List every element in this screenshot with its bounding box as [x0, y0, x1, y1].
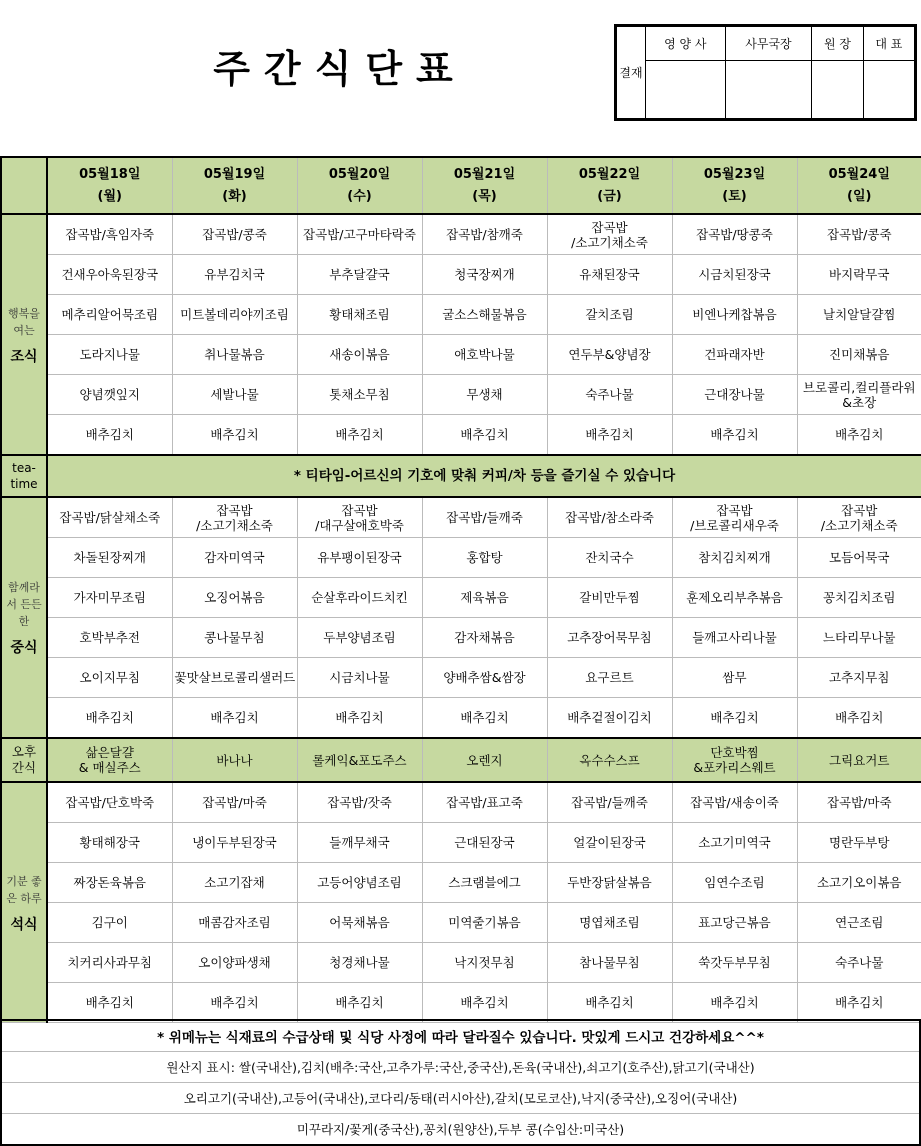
menu-item: 시금치나물	[297, 658, 422, 698]
day-weekday: (월)	[97, 188, 122, 204]
menu-item: 홍합탕	[422, 538, 547, 578]
menu-item: 미역줄기볶음	[422, 903, 547, 943]
day-date: 05월21일	[453, 166, 516, 182]
menu-item: 두부양념조림	[297, 618, 422, 658]
day-weekday: (화)	[222, 188, 247, 204]
menu-item: 호박부추전	[47, 618, 172, 658]
menu-item: 잡곡밥 /소고기채소죽	[172, 497, 297, 538]
menu-item: 무생채	[422, 375, 547, 415]
menu-item: 유부팽이된장국	[297, 538, 422, 578]
menu-item: 잡곡밥/들깨죽	[547, 782, 672, 823]
menu-item: 배추김치	[797, 415, 921, 456]
day-weekday: (일)	[847, 188, 872, 204]
menu-row	[1, 538, 921, 578]
menu-row	[1, 618, 921, 658]
menu-row	[1, 295, 921, 335]
menu-item: 배추김치	[47, 698, 172, 739]
menu-row	[1, 903, 921, 943]
menu-item: 잔치국수	[547, 538, 672, 578]
lunch-slogan: 함께라서 든든한	[6, 581, 42, 628]
menu-item: 감자미역국	[172, 538, 297, 578]
menu-item: 매콤감자조림	[172, 903, 297, 943]
menu-item: 차돌된장찌개	[47, 538, 172, 578]
day-header	[297, 157, 422, 214]
menu-item: 잡곡밥/고구마타락죽	[297, 214, 422, 255]
origin-line: 오리고기(국내산),고등어(국내산),코다리/동태(러시아산),갈치(모로코산),낙지(중국산),오징어(국내산)	[1, 1083, 920, 1114]
menu-item: 잡곡밥 /소고기채소죽	[547, 214, 672, 255]
menu-item: 잡곡밥/마죽	[172, 782, 297, 823]
menu-item: 양념깻잎지	[47, 375, 172, 415]
menu-item: 배추김치	[422, 415, 547, 456]
menu-row	[1, 698, 921, 739]
approval-box	[614, 24, 917, 121]
menu-item: 미트볼데리야끼조림	[172, 295, 297, 335]
teatime-label: tea-time	[1, 455, 47, 497]
menu-item: 잡곡밥/단호박죽	[47, 782, 172, 823]
menu-item: 쑥갓두부무침	[672, 943, 797, 983]
day-date: 05월19일	[203, 166, 266, 182]
menu-row	[1, 983, 921, 1023]
menu-item: 브로콜리,컬리플라워 &초장	[797, 375, 921, 415]
menu-item: 고추장어묵무침	[547, 618, 672, 658]
menu-item: 잡곡밥/잣죽	[297, 782, 422, 823]
snack-item: 옥수수스프	[547, 738, 672, 782]
menu-item: 청경채나물	[297, 943, 422, 983]
menu-item: 진미채볶음	[797, 335, 921, 375]
snack-item: 그릭요거트	[797, 738, 921, 782]
menu-item: 황태해장국	[47, 823, 172, 863]
day-weekday: (토)	[722, 188, 747, 204]
menu-item: 비엔나케찹볶음	[672, 295, 797, 335]
origin-line: 원산지 표시: 쌀(국내산),김치(배추:국산,고추가루:국산,중국산),돈육(국내산),쇠고기(호주산),닭고기(국내산)	[1, 1052, 920, 1083]
approval-sign-cell	[725, 61, 812, 119]
menu-item: 유채된장국	[547, 255, 672, 295]
menu-row	[1, 415, 921, 456]
menu-item: 청국장찌개	[422, 255, 547, 295]
day-header	[172, 157, 297, 214]
menu-item: 건파래자반	[672, 335, 797, 375]
dinner-slogan: 기분 좋은 하루	[6, 874, 42, 905]
menu-item: 소고기잡채	[172, 863, 297, 903]
snack-label: 오후 간식	[1, 738, 47, 782]
weekly-menu-table	[0, 156, 921, 1023]
menu-item: 세발나물	[172, 375, 297, 415]
menu-item: 배추김치	[172, 698, 297, 739]
menu-item: 잡곡밥/표고죽	[422, 782, 547, 823]
menu-item: 애호박나물	[422, 335, 547, 375]
menu-item: 두반장닭살볶음	[547, 863, 672, 903]
menu-item: 잡곡밥/땅콩죽	[672, 214, 797, 255]
footer-notice: * 위메뉴는 식재료의 수급상태 및 식당 사정에 따라 달라질수 있습니다. 맛있게 드시고 건강하세요^^*	[1, 1020, 920, 1052]
menu-row	[1, 497, 921, 538]
menu-item: 치커리사과무침	[47, 943, 172, 983]
breakfast-meal-name: 조식	[10, 348, 38, 365]
menu-item: 유부김치국	[172, 255, 297, 295]
day-weekday: (수)	[347, 188, 372, 204]
menu-item: 근대된장국	[422, 823, 547, 863]
menu-item: 새송이볶음	[297, 335, 422, 375]
menu-item: 배추김치	[672, 983, 797, 1023]
menu-item: 배추김치	[422, 698, 547, 739]
menu-item: 숙주나물	[547, 375, 672, 415]
menu-item: 숙주나물	[797, 943, 921, 983]
teatime-notice: * 티타임-어르신의 기호에 맞춰 커피/차 등을 즐기실 수 있습니다	[47, 455, 921, 497]
approval-role-director: 원 장	[812, 27, 863, 61]
menu-row	[1, 782, 921, 823]
menu-item: 부추달걀국	[297, 255, 422, 295]
menu-item: 제육볶음	[422, 578, 547, 618]
menu-item: 오이지무침	[47, 658, 172, 698]
day-header	[797, 157, 921, 214]
menu-item: 배추김치	[47, 415, 172, 456]
menu-row	[1, 823, 921, 863]
menu-item: 양배추쌈&쌈장	[422, 658, 547, 698]
menu-item: 스크램블에그	[422, 863, 547, 903]
menu-item: 냉이두부된장국	[172, 823, 297, 863]
menu-item: 잡곡밥/참소라죽	[547, 497, 672, 538]
page-title: 주간식단표	[213, 47, 467, 91]
menu-item: 연두부&양념장	[547, 335, 672, 375]
approval-sign-cell	[646, 61, 726, 119]
menu-item: 잡곡밥/콩죽	[172, 214, 297, 255]
snack-row	[1, 738, 921, 782]
menu-row	[1, 863, 921, 903]
menu-item: 도라지나물	[47, 335, 172, 375]
menu-item: 바지락무국	[797, 255, 921, 295]
menu-item: 갈비만두찜	[547, 578, 672, 618]
menu-item: 감자채볶음	[422, 618, 547, 658]
menu-item: 잡곡밥 /브로콜리새우죽	[672, 497, 797, 538]
breakfast-label	[1, 214, 47, 455]
approval-sign-cell	[863, 61, 914, 119]
menu-item: 잡곡밥/새송이죽	[672, 782, 797, 823]
day-date: 05월22일	[578, 166, 641, 182]
origin-line: 미꾸라지/꽃게(중국산),꽁치(원양산),두부 콩(수입산:미국산)	[1, 1114, 920, 1146]
menu-item: 배추겉절이김치	[547, 698, 672, 739]
menu-item: 배추김치	[797, 698, 921, 739]
dinner-meal-name: 석식	[10, 916, 38, 933]
menu-item: 배추김치	[672, 698, 797, 739]
menu-item: 잡곡밥/참깨죽	[422, 214, 547, 255]
menu-item: 잡곡밥/닭살채소죽	[47, 497, 172, 538]
menu-item: 굴소스해물볶음	[422, 295, 547, 335]
snack-item: 단호박찜 &포카리스웨트	[672, 738, 797, 782]
menu-item: 배추김치	[547, 983, 672, 1023]
menu-item: 배추김치	[297, 415, 422, 456]
dinner-label	[1, 782, 47, 1023]
date-header-row	[1, 157, 921, 214]
menu-row	[1, 255, 921, 295]
menu-item: 오징어볶음	[172, 578, 297, 618]
menu-item: 잡곡밥/흑임자죽	[47, 214, 172, 255]
menu-item: 오이양파생채	[172, 943, 297, 983]
menu-item: 메추리알어묵조림	[47, 295, 172, 335]
menu-item: 쌈무	[672, 658, 797, 698]
lunch-section	[1, 497, 921, 738]
menu-item: 얼갈이된장국	[547, 823, 672, 863]
menu-item: 김구이	[47, 903, 172, 943]
approval-label: 결재	[617, 27, 646, 119]
menu-item: 표고당근볶음	[672, 903, 797, 943]
lunch-meal-name: 중식	[10, 640, 38, 656]
menu-item: 연근조림	[797, 903, 921, 943]
menu-item: 가자미무조림	[47, 578, 172, 618]
menu-item: 꽁치김치조림	[797, 578, 921, 618]
corner-cell	[1, 157, 47, 214]
day-header	[672, 157, 797, 214]
menu-item: 들깨고사리나물	[672, 618, 797, 658]
menu-item: 날치알달걀찜	[797, 295, 921, 335]
menu-item: 배추김치	[297, 698, 422, 739]
snack-item: 롤케익&포도주스	[297, 738, 422, 782]
day-weekday: (목)	[472, 188, 497, 204]
menu-item: 참나물무침	[547, 943, 672, 983]
menu-item: 잡곡밥 /소고기채소죽	[797, 497, 921, 538]
menu-item: 취나물볶음	[172, 335, 297, 375]
breakfast-slogan: 행복을 여는	[8, 306, 40, 337]
menu-item: 갈치조림	[547, 295, 672, 335]
lunch-label	[1, 497, 47, 738]
menu-item: 느타리무나물	[797, 618, 921, 658]
menu-item: 명엽채조림	[547, 903, 672, 943]
menu-item: 꽃맛살브로콜리샐러드	[172, 658, 297, 698]
menu-item: 순살후라이드치킨	[297, 578, 422, 618]
menu-item: 요구르트	[547, 658, 672, 698]
menu-item: 배추김치	[172, 983, 297, 1023]
snack-item: 삶은달걀 & 매실주스	[47, 738, 172, 782]
day-header	[47, 157, 172, 214]
menu-item: 배추김치	[172, 415, 297, 456]
dinner-section	[1, 782, 921, 1023]
approval-role-nutritionist: 영 양 사	[646, 27, 726, 61]
approval-sign-cell	[812, 61, 863, 119]
menu-item: 톳채소무침	[297, 375, 422, 415]
menu-item: 배추김치	[297, 983, 422, 1023]
menu-item: 어묵채볶음	[297, 903, 422, 943]
menu-row	[1, 214, 921, 255]
menu-row	[1, 578, 921, 618]
menu-item: 황태채조림	[297, 295, 422, 335]
snack-item: 오렌지	[422, 738, 547, 782]
menu-item: 잡곡밥/콩죽	[797, 214, 921, 255]
menu-item: 소고기오이볶음	[797, 863, 921, 903]
menu-item: 배추김치	[422, 983, 547, 1023]
menu-item: 시금치된장국	[672, 255, 797, 295]
menu-item: 잡곡밥 /대구살애호박죽	[297, 497, 422, 538]
menu-item: 배추김치	[47, 983, 172, 1023]
snack-item: 바나나	[172, 738, 297, 782]
menu-row	[1, 658, 921, 698]
approval-role-office-manager: 사무국장	[725, 27, 812, 61]
day-date: 05월23일	[703, 166, 766, 182]
menu-row	[1, 375, 921, 415]
breakfast-section	[1, 214, 921, 455]
menu-item: 짜장돈육볶음	[47, 863, 172, 903]
menu-item: 명란두부탕	[797, 823, 921, 863]
menu-item: 훈제오리부추볶음	[672, 578, 797, 618]
day-date: 05월18일	[79, 166, 141, 182]
menu-item: 모듬어묵국	[797, 538, 921, 578]
menu-item: 들깨무채국	[297, 823, 422, 863]
menu-row	[1, 335, 921, 375]
menu-item: 잡곡밥/들깨죽	[422, 497, 547, 538]
day-date: 05월20일	[328, 166, 391, 182]
day-weekday: (금)	[597, 188, 622, 204]
menu-item: 잡곡밥/마죽	[797, 782, 921, 823]
menu-item: 고추지무침	[797, 658, 921, 698]
day-header	[547, 157, 672, 214]
day-header	[422, 157, 547, 214]
menu-item: 배추김치	[547, 415, 672, 456]
approval-role-ceo: 대 표	[863, 27, 914, 61]
menu-item: 건새우아욱된장국	[47, 255, 172, 295]
footer-notes	[0, 1019, 921, 1146]
menu-item: 배추김치	[797, 983, 921, 1023]
menu-item: 고등어양념조림	[297, 863, 422, 903]
teatime-row	[1, 455, 921, 497]
menu-item: 임연수조림	[672, 863, 797, 903]
menu-item: 소고기미역국	[672, 823, 797, 863]
menu-item: 참치김치찌개	[672, 538, 797, 578]
menu-item: 근대장나물	[672, 375, 797, 415]
day-date: 05월24일	[828, 166, 890, 182]
menu-item: 낙지젓무침	[422, 943, 547, 983]
menu-item: 배추김치	[672, 415, 797, 456]
menu-row	[1, 943, 921, 983]
menu-item: 콩나물무침	[172, 618, 297, 658]
